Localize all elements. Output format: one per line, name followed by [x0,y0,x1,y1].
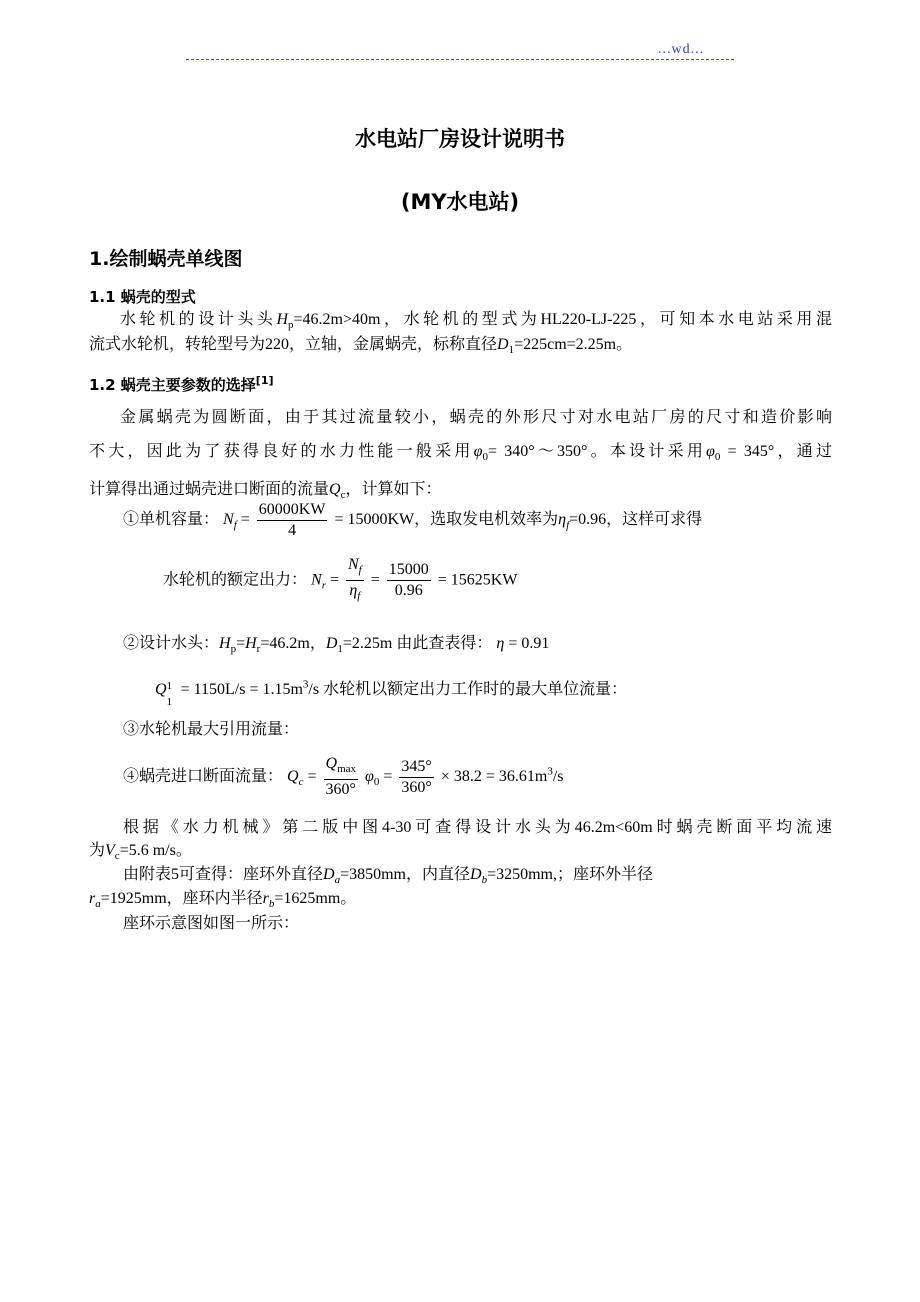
item-2-unit-flow: Q 1 1 = $1150L/s = 1.15m^3/s$ 水轮机以额定出力工作时的最大单位流量： [155,678,628,708]
para-1-2-line3: 计算得出通过蜗壳进口断面的流量$Q_c$，计算如下： [89,481,442,502]
para-velocity-line1: 根据《水力机械》第二版中图4-30可查得设计水头为46.2m<60m时蜗壳断面平均流速 [123,819,832,836]
para-velocity-line2: 为$V_c=5.6$ m/s。 [89,842,192,863]
section-1-heading: 1.绘制蜗壳单线图 [89,248,243,270]
header-mark: ...wd... [658,42,705,57]
item-1-unit-capacity: ①单机容量： $N_f$ = $\frac{60000KW}{4}$ = 15000KW，选取发电机效率为$\eta_f=0.96$，这样可求得 [123,501,703,539]
item-2-design-head: ②设计水头：$H_p=H_r=46.2m$，$D_1=2.25m$ 由此查表得： η = 0.91 [123,635,550,656]
para-1-2-line2: 不大，因此为了获得良好的水力性能一般采用$\varphi_0=$ 340°～350°。本设计采用$\varphi_0 = 345^\circ$，通过 [89,443,832,464]
section-1-2-heading: 1.2 蜗壳主要参数的选择[1] [89,374,274,394]
fraction-nf-etaf: $\frac{N_f}{\eta_f}$ [348,556,362,603]
item-4-inlet-flow: ④蜗壳进口断面流量： $Q_c$ = $\frac{Q_{max}}{360^\circ}$ $\varphi_0$ = $\frac{345^\circ}{360^\circ}$ × $38.2 = 36.61m^3/s$ [123,755,564,799]
para-figure-ref: 座环示意图如图一所示： [123,915,300,932]
para-seat-ring-line2: $r_a=1925mm$，座环内半径$r_b=1625mm$。 [89,890,357,911]
document-title: 水电站厂房设计说明书 [355,127,565,151]
fraction-angle: $\frac{345^\circ}{360^\circ}$ [401,757,432,796]
para-1-2-line1: 金属蜗壳为圆断面，由于其过流量较小，蜗壳的外形尺寸对水电站厂房的尺寸和造价影响 [120,409,832,426]
document-subtitle: (MY水电站) [400,190,520,214]
fraction-qmax: $\frac{Q_{max}}{360^\circ}$ [325,755,357,799]
section-1-1-heading: 1.1 蜗壳的型式 [89,288,196,306]
para-1-1-line1: 水轮机的设计头头$H_p=46.2m>40m$，水轮机的型式为HL220-LJ-225，可知本水电站采用混 [120,311,832,332]
header-rule [186,59,734,60]
para-1-1-line2: 流式水轮机，转轮型号为220，立轴，金属蜗壳，标称直径$D_1=225cm=2.25m$。 [89,336,633,357]
item-1-rated-output: 水轮机的额定出力： $N_r$ = $\frac{N_f}{\eta_f}$ = $\frac{15000}{0.96}$ = 15625KW [163,555,517,606]
fraction-output: $\frac{15000}{0.96}$ [388,561,429,600]
item-3-max-flow: ③水轮机最大引用流量： [123,721,300,738]
fraction-capacity: $\frac{60000KW}{4}$ [258,501,326,539]
para-seat-ring-line1: 由附表5可查得：座环外直径$D_a=3850mm$，内直径$D_b=3250mm$,；座环外半径 [123,866,653,887]
